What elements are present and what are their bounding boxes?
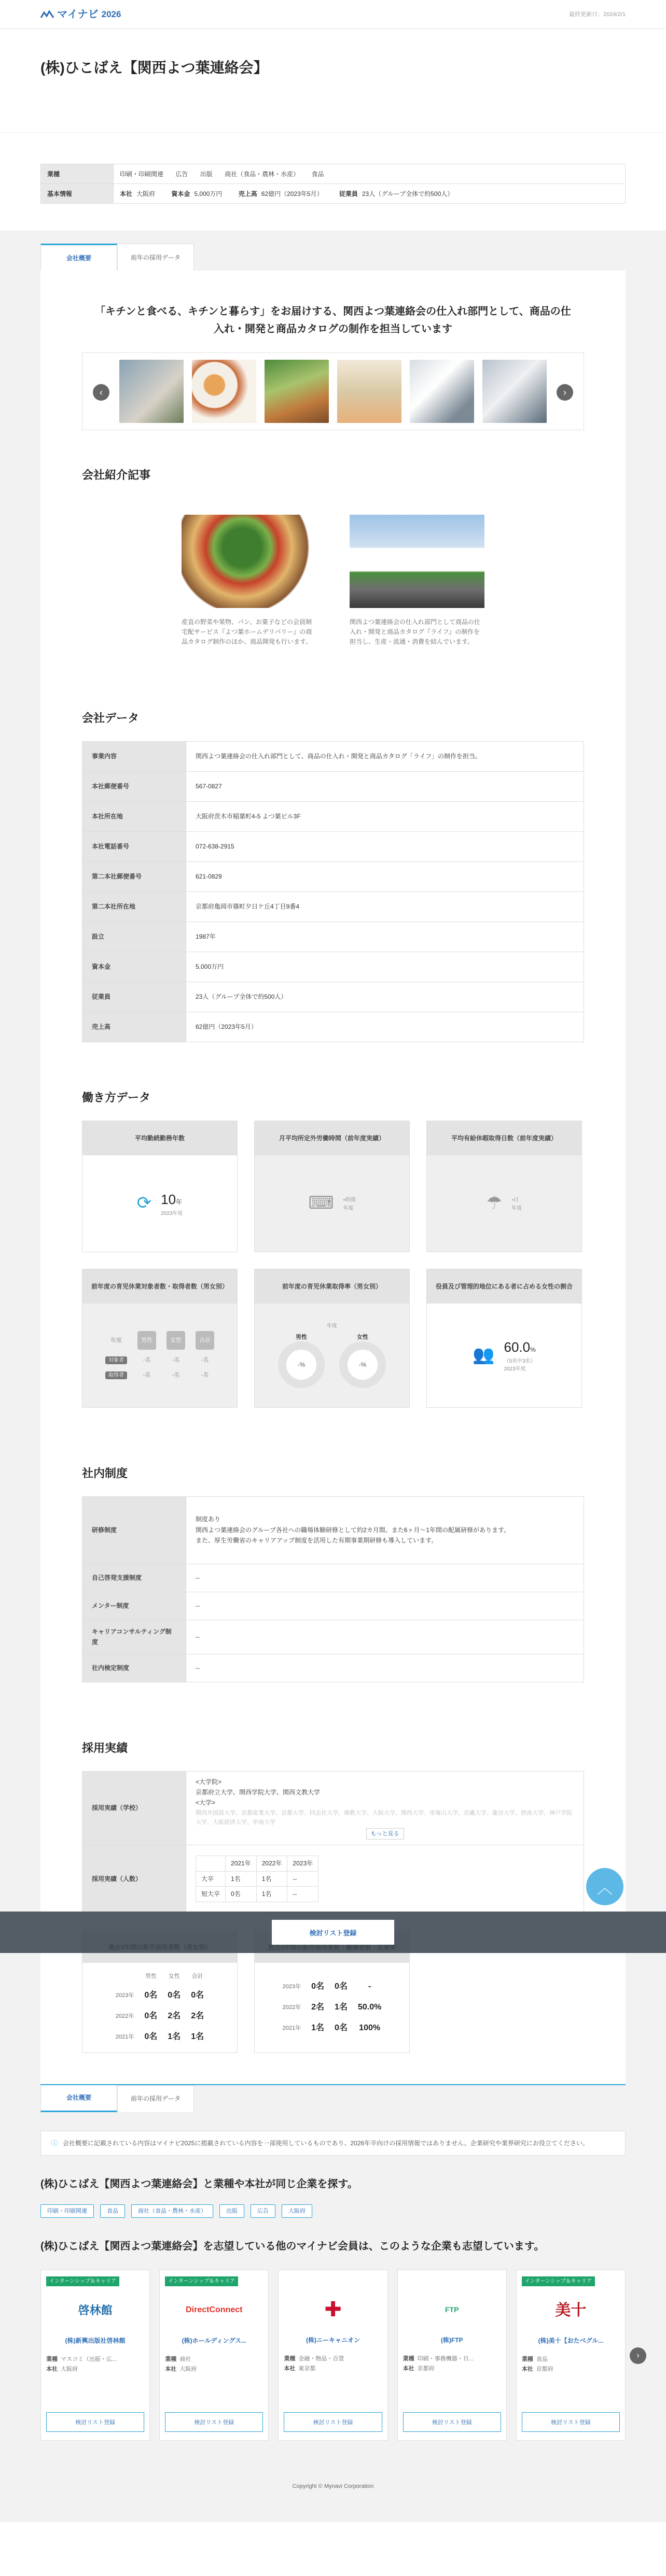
takers-female: -名	[172, 1371, 180, 1378]
company-data-table	[82, 741, 584, 1042]
photo-carousel	[82, 352, 584, 430]
article-card	[182, 515, 316, 647]
gender-table: 男性 女性 合計 2023年 0名 0名 0名 2022年 0名 2名 2名 2021年 0名 1名 1名	[115, 1973, 204, 2041]
row-value: 072-638-2915	[186, 831, 584, 861]
add-to-list-button[interactable]: 検討リスト登録	[46, 2412, 144, 2432]
industry-chip[interactable]: 印刷・印刷関連	[40, 2204, 94, 2218]
lead-copy: 「キチンと食べる、キチンと暮らす」をお届けする、関西よつ葉連絡会の仕入れ部門として、商品の仕入れ・開発と商品カタログの制作を担当しています	[95, 306, 571, 335]
targets-label: 対象者	[105, 1356, 127, 1364]
overtime-unit: 時間	[345, 1197, 356, 1204]
industry-label: 業種	[41, 164, 114, 184]
industry-values	[114, 164, 626, 184]
row-label: キャリアコンサルティング制度	[82, 1620, 186, 1654]
row-value: --	[186, 1620, 584, 1654]
male-pill: 男性	[137, 1331, 156, 1350]
row-value: 京都府亀岡市篠町夕日ケ丘4丁目9番4	[186, 891, 584, 922]
company-card[interactable]: インターンシップ＆キャリア 啓林館 (株)新興出版社啓林館 業種 マスコミ（出版・広... 本社 大阪府 検討リスト登録	[40, 2270, 150, 2441]
industry-chip[interactable]: 商社（食品・農林・水産）	[131, 2204, 213, 2218]
intro-articles	[82, 515, 584, 647]
others-title: (株)ひこばえ【関西よつ葉連絡会】を志望している他のマイナビ会員は、このような企業も志望しています。	[40, 2241, 545, 2253]
industry-chip[interactable]: 食品	[100, 2204, 125, 2218]
title-band	[0, 29, 666, 133]
card-heading: 前年度の育児休業取得率（男女別）	[255, 1269, 409, 1304]
internship-badge: インターンシップ＆キャリア	[46, 2276, 119, 2286]
leave-unit: 日	[514, 1197, 519, 1204]
overview-panel	[40, 271, 626, 2084]
row-label: メンター制度	[82, 1592, 186, 1620]
ratio-male-label: 男性	[296, 1334, 307, 1340]
tab-company-overview[interactable]: 会社概要	[40, 244, 117, 271]
count-table: 2021年 2022年 2023年 大卒 1名 1名 -- 短大卒 0名 1名 --	[196, 1856, 318, 1902]
recruit-title: 採用実績	[82, 1741, 128, 1754]
female-pill: 女性	[166, 1331, 185, 1350]
retention-table: 2023年 0名 0名 - 2022年 2名 1名 50.0% 2021年 1名 0名 100%	[282, 1982, 382, 2033]
row-value: 大阪府茨木市稲葉町4-5 よつ葉ビル3F	[186, 801, 584, 831]
row-value: 621-0829	[186, 861, 584, 891]
same-industry-title: (株)ひこばえ【関西よつ葉連絡会】と業種や本社が同じ企業を探す。	[40, 2178, 358, 2190]
ratio-year: 年度	[327, 1323, 337, 1329]
work-cards-row	[82, 1121, 584, 1252]
last-updated: 最終更新日：2024/2/1	[569, 11, 626, 18]
overtime-card	[254, 1121, 410, 1252]
row-value: 23人（グループ全体で約500人）	[186, 982, 584, 1012]
mgr-value: 60.0	[504, 1339, 531, 1355]
basic-label: 基本情報	[41, 184, 114, 204]
vegetable-box-photo	[182, 515, 316, 608]
mgr-detail: （5名中3名）	[504, 1358, 536, 1365]
sales-label: 売上高	[238, 190, 257, 197]
notice-text: 会社概要に記載されている内容はマイナビ2025に掲載されている内容を一部使用しているものであり、2026年卒向けの採用情報ではありません。企業研究や業界研究にお役立てください。	[63, 2139, 589, 2147]
leave-year: 年度	[511, 1205, 522, 1211]
school-faded: 関西外国語大学、京都産業大学、京都大学、同志社大学、佛教大学、大阪大学、関西大学、帝塚山大学、近畿大学、龍谷大学、摂南大学、神戸学院大学、大阪経済大学、甲南大学	[196, 1809, 572, 1826]
overtime-year: 年度	[343, 1205, 354, 1211]
site-header	[0, 0, 666, 29]
region-chip[interactable]: 大阪府	[282, 2204, 312, 2218]
card-heading: 平均有給休暇取得日数（前年度実績）	[427, 1121, 581, 1155]
leave-card	[426, 1121, 582, 1252]
content-area	[0, 231, 666, 2522]
info-icon: ⓘ	[51, 2139, 58, 2147]
employees-label: 従業員	[339, 190, 358, 197]
row-label: 本社所在地	[82, 801, 186, 831]
industry-tag: 広告	[175, 170, 188, 178]
add-to-list-button[interactable]: 検討リスト登録	[272, 1920, 394, 1945]
carousel-photo[interactable]	[265, 360, 329, 423]
male-ratio-donut: -%	[278, 1341, 325, 1388]
industry-tag: 出版	[200, 170, 213, 178]
targets-male: -名	[143, 1357, 151, 1364]
capital-value: 5,000万円	[194, 190, 223, 197]
company-name[interactable]: (株)FTP	[440, 2337, 463, 2344]
row-label: 設立	[82, 922, 186, 952]
refresh-icon: ⟳	[136, 1193, 152, 1213]
card-heading: 役員及び管理的地位にある者に占める女性の割合	[427, 1269, 581, 1304]
row-label: 従業員	[82, 982, 186, 1012]
row-label: 資本金	[82, 952, 186, 982]
article-card	[350, 515, 484, 647]
overtime-value: -	[343, 1196, 345, 1204]
takers-male: -名	[143, 1371, 151, 1378]
childcare-ratio-card	[254, 1269, 410, 1408]
basic-values	[114, 184, 626, 204]
company-name: (株)ひこばえ【関西よつ葉連絡会】	[40, 60, 268, 76]
company-logo: 美十	[555, 2301, 587, 2319]
company-name[interactable]: (株)美十【おたべグル...	[538, 2337, 604, 2345]
mynavi-logo[interactable]	[40, 7, 121, 22]
carousel-next-button[interactable]: ›	[557, 384, 573, 401]
add-to-list-button[interactable]: 検討リスト登録	[165, 2412, 263, 2432]
hq-value: 大阪府	[136, 190, 156, 197]
system-table	[82, 1496, 584, 1682]
company-logo: 啓林館	[78, 2303, 113, 2317]
row-value: 関西よつ葉連絡会の仕入れ部門として、商品の仕入れ・開発と商品カタログ「ライフ」の制作を担当。	[186, 741, 584, 771]
recruit-table	[82, 1771, 584, 1913]
carousel-photo[interactable]	[482, 360, 547, 423]
row-label: 第二本社所在地	[82, 891, 186, 922]
work-cards-row	[82, 1269, 584, 1408]
add-to-list-button[interactable]: 検討リスト登録	[403, 2412, 501, 2432]
add-to-list-button[interactable]: 検討リスト登録	[284, 2412, 382, 2432]
count-values	[186, 1845, 584, 1913]
industry-chips	[40, 2204, 626, 2218]
targets-total: -名	[201, 1357, 209, 1364]
capital-label: 資本金	[171, 190, 190, 197]
back-to-top-button[interactable]: ︿	[586, 1868, 623, 1905]
industry-chip[interactable]: 出版	[219, 2204, 244, 2218]
row-value: --	[186, 1564, 584, 1592]
people-group-icon: 👥	[473, 1345, 495, 1365]
desk-worker-icon: ⌨	[308, 1193, 334, 1213]
employees-value: 23人（グループ全体で約500人）	[362, 190, 454, 197]
tenure-unit: 年	[176, 1198, 183, 1206]
tab-company-overview[interactable]: 会社概要	[40, 2085, 117, 2112]
footer-copyright: Copyright © Mynavi Corporation	[292, 2483, 374, 2490]
carousel-photo[interactable]	[192, 360, 256, 423]
row-label: 事業内容	[82, 741, 186, 771]
carousel-photo[interactable]	[410, 360, 474, 423]
tab-bar-bottom	[40, 2084, 626, 2115]
notice-box	[40, 2131, 626, 2156]
tenure-card	[82, 1121, 238, 1252]
row-label: 採用実績（学校）	[82, 1771, 186, 1845]
industry-chip[interactable]: 広告	[251, 2204, 275, 2218]
summary-table	[40, 164, 626, 204]
row-label: 本社電話番号	[82, 831, 186, 861]
row-label: 売上高	[82, 1012, 186, 1042]
logo-mark-icon	[40, 10, 54, 19]
company-card[interactable]: ✚ (株)ニーキャニオン 業種 金融・物品・百貨 本社 東京都 検討リスト登録	[278, 2270, 387, 2441]
company-card[interactable]: インターンシップ＆キャリア DirectConnect (株)ホールディングス... 業種 商社 本社 大阪府 検討リスト登録	[159, 2270, 269, 2441]
card-heading: 月平均所定外労働時間（前年度実績）	[255, 1121, 409, 1155]
row-value: 1987年	[186, 922, 584, 952]
row-label: 社内検定制度	[82, 1654, 186, 1682]
company-card[interactable]: インターンシップ＆キャリア 美十 (株)美十【おたべグル... 業種 食品 本社 京都府 検討リスト登録	[516, 2270, 626, 2441]
row-label: 第二本社郵便番号	[82, 861, 186, 891]
add-to-list-button[interactable]: 検討リスト登録	[522, 2412, 620, 2432]
company-name[interactable]: (株)ホールディングス...	[182, 2337, 247, 2345]
childcare-count-card	[82, 1269, 238, 1408]
leave-value: -	[511, 1196, 514, 1204]
brand-name: マイナビ	[57, 9, 99, 20]
sales-value: 62億円（2023年5月）	[261, 190, 323, 197]
intro-articles-title: 会社紹介記事	[82, 469, 151, 482]
internship-badge: インターンシップ＆キャリア	[522, 2276, 595, 2286]
carousel-photo[interactable]	[119, 360, 184, 423]
tab-prior-recruit-data[interactable]: 前年の採用データ	[117, 244, 194, 271]
company-logo: ✚	[324, 2298, 342, 2322]
article-text: 産直の野菜や果物、パン、お菓子などの会員制宅配サービス『よつ葉ホームデリバリー』の商品カタログ制作のほか、商品開発も行います。	[182, 618, 312, 646]
takers-total: -名	[201, 1371, 209, 1378]
company-name[interactable]: (株)ニーキャニオン	[306, 2337, 360, 2344]
company-card[interactable]: FTP (株)FTP 業種 印刷・事務機器・日... 本社 京都府 検討リスト登録	[397, 2270, 507, 2441]
tab-prior-recruit-data[interactable]: 前年の採用データ	[117, 2085, 194, 2112]
card-heading: 前年度の育児休業対象者数・取得者数（男女別）	[82, 1269, 237, 1304]
company-logo: FTP	[445, 2305, 459, 2314]
tenure-value: 10	[161, 1191, 176, 1207]
female-manager-card	[426, 1269, 582, 1408]
takers-label: 取得者	[105, 1371, 127, 1379]
company-name[interactable]: (株)新興出版社啓林館	[65, 2337, 126, 2345]
tab-bar	[40, 236, 626, 271]
internship-badge: インターンシップ＆キャリア	[165, 2276, 238, 2286]
article-text: 関西よつ葉連絡会の仕入れ部門として商品の仕入れ・開発と商品カタログ『ライフ』の制作を担当し、生産・流通・消費を結んでいます。	[350, 618, 481, 646]
industry-tag: 印刷・印刷関連	[120, 170, 164, 178]
system-title: 社内制度	[82, 1466, 128, 1480]
row-label: 採用実績（人数）	[82, 1845, 186, 1913]
delivery-truck-photo	[350, 515, 484, 608]
hq-label: 本社	[120, 190, 133, 197]
summary	[0, 133, 666, 231]
sticky-action-bar	[0, 1912, 666, 1953]
row-label: 研修制度	[82, 1496, 186, 1564]
row-value: 制度あり 関西よつ葉連絡会のグループ各社への職場体験研修として約2カ月間、また6ヶ月〜1年間の配属研修があります。 また、厚生労働省のキャリアアップ制度を活用した有期事業期研修も導入しています。	[186, 1496, 584, 1564]
row-label: 自己啓発支援制度	[82, 1564, 186, 1592]
childcare-mini-table	[100, 1328, 219, 1382]
other-companies	[40, 2270, 640, 2441]
school-list: <大学院> 京都府立大学、関西学院大学、関西文教大学 <大学> 関西外国語大学、京都産業大学、京都大学、同志社大学、佛教大学、大阪大学、関西大学、帝塚山大学、近畿大学、龍谷大学、摂南大学、神戸学院大学、大阪経済大学、甲南大学 もっと見る	[186, 1771, 584, 1845]
company-logo: DirectConnect	[186, 2305, 243, 2315]
row-value: 567-0827	[186, 771, 584, 801]
childcare-year: 年度	[110, 1337, 122, 1343]
company-data-title: 会社データ	[82, 711, 140, 725]
tenure-year: 2023年度	[161, 1210, 183, 1216]
total-pill: 合計	[196, 1331, 214, 1350]
carousel-prev-button[interactable]: ‹	[93, 384, 109, 401]
targets-female: -名	[172, 1357, 180, 1364]
row-value: 5,000万円	[186, 952, 584, 982]
row-value: --	[186, 1654, 584, 1682]
female-ratio-donut: -%	[339, 1341, 386, 1388]
work-data-title: 働き方データ	[82, 1091, 151, 1104]
mgr-year: 2023年度	[504, 1366, 526, 1372]
ratio-female-label: 女性	[357, 1334, 368, 1340]
row-value: 62億円（2023年5月）	[186, 1012, 584, 1042]
industry-tag: 食品	[311, 170, 324, 178]
others-next-button[interactable]: ›	[630, 2347, 646, 2364]
row-label: 本社郵便番号	[82, 771, 186, 801]
carousel-photo[interactable]	[337, 360, 401, 423]
card-heading: 平均勤続勤務年数	[82, 1121, 237, 1155]
industry-tag: 商社（食品・農林・水産）	[225, 170, 300, 178]
mgr-unit: %	[530, 1346, 536, 1354]
beach-umbrella-icon: ☂	[486, 1193, 503, 1213]
show-more-button[interactable]: もっと見る	[366, 1828, 404, 1840]
row-value: --	[186, 1592, 584, 1620]
brand-year: 2026	[101, 9, 121, 20]
